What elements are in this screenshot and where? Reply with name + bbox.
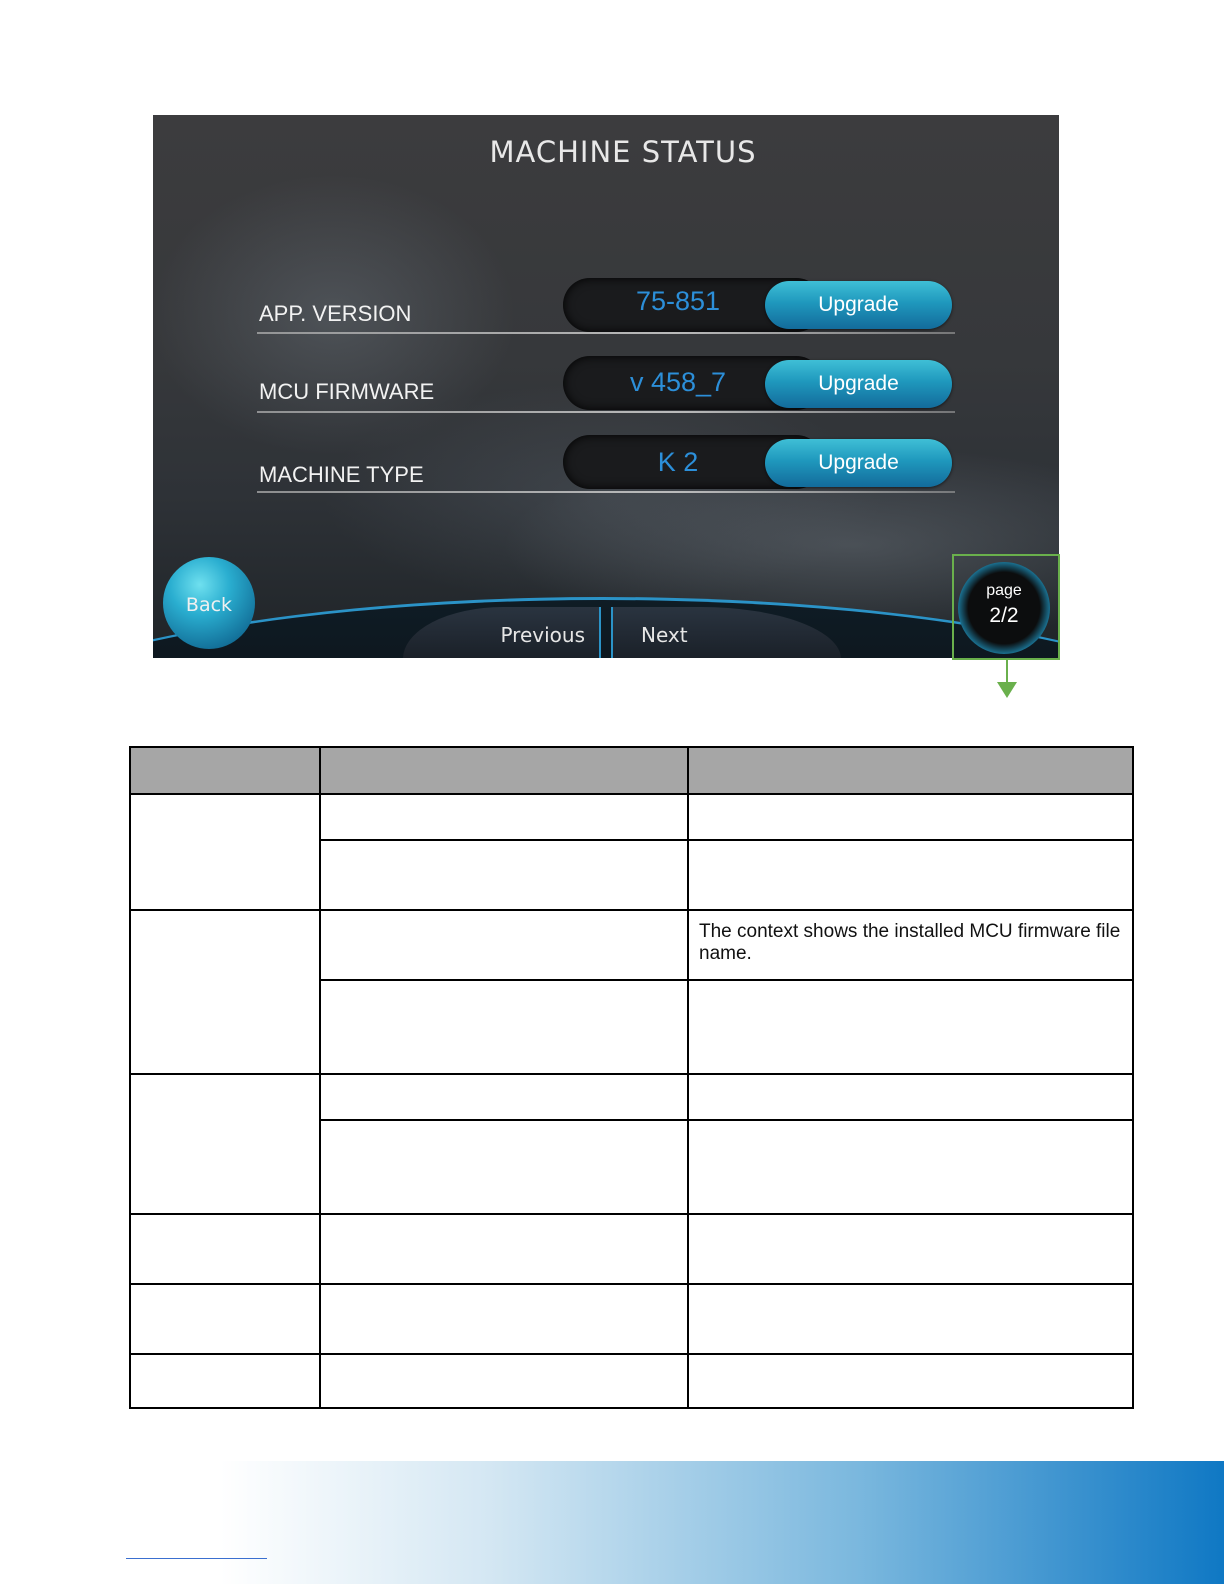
bottom-nav-arc bbox=[153, 597, 1059, 658]
table-cell bbox=[320, 980, 688, 1074]
table-header-cell bbox=[130, 747, 320, 794]
table-cell bbox=[688, 840, 1133, 910]
table-row bbox=[130, 1214, 1133, 1284]
table-cell bbox=[130, 1284, 320, 1354]
table-cell bbox=[320, 840, 688, 910]
table-cell bbox=[130, 910, 320, 1074]
machine-type-upgrade-button[interactable]: Upgrade bbox=[765, 439, 952, 487]
previous-button[interactable]: Previous bbox=[403, 607, 601, 658]
description-table bbox=[129, 746, 1134, 1409]
table-row bbox=[130, 1354, 1133, 1408]
table-cell bbox=[320, 1074, 688, 1120]
page-number: 2/2 bbox=[989, 604, 1019, 627]
machine-status-screen bbox=[153, 115, 1059, 658]
table-cell bbox=[130, 1354, 320, 1408]
table-cell bbox=[688, 980, 1133, 1074]
table-row bbox=[130, 794, 1133, 840]
table-cell bbox=[320, 1120, 688, 1214]
table-cell bbox=[688, 794, 1133, 840]
table-row bbox=[130, 1074, 1133, 1120]
table-cell bbox=[688, 1120, 1133, 1214]
callout-arrow-down-icon bbox=[997, 682, 1017, 698]
table-header-cell bbox=[688, 747, 1133, 794]
app-version-label: APP. VERSION bbox=[259, 301, 412, 326]
footer-gradient-band bbox=[0, 1461, 1224, 1584]
table-cell bbox=[320, 1214, 688, 1284]
mcu-firmware-value: v 458_7 bbox=[629, 367, 727, 397]
back-button[interactable]: Back bbox=[163, 557, 255, 649]
mcu-firmware-label: MCU FIRMWARE bbox=[259, 379, 435, 404]
machine-type-value: K 2 bbox=[657, 447, 699, 477]
table-header-cell bbox=[320, 747, 688, 794]
table-cell bbox=[320, 794, 688, 840]
row-divider bbox=[257, 332, 955, 334]
row-divider bbox=[257, 491, 955, 493]
table-cell bbox=[320, 1284, 688, 1354]
app-version-value: 75-851 bbox=[635, 286, 721, 316]
next-button[interactable]: Next bbox=[611, 607, 841, 658]
screen-title: MACHINE STATUS bbox=[489, 135, 757, 169]
table-cell bbox=[320, 910, 688, 980]
table-row bbox=[130, 910, 1133, 980]
row-divider bbox=[257, 411, 955, 413]
table-cell bbox=[130, 794, 320, 910]
page-word: page bbox=[986, 582, 1022, 599]
footer-link-underline[interactable] bbox=[126, 1558, 267, 1559]
mcu-description-cell: The context shows the installed MCU firmware file name. bbox=[688, 910, 1133, 980]
table-cell bbox=[688, 1074, 1133, 1120]
table-cell bbox=[130, 1214, 320, 1284]
table-cell bbox=[320, 1354, 688, 1408]
machine-type-label: MACHINE TYPE bbox=[259, 462, 424, 487]
app-version-upgrade-button[interactable]: Upgrade bbox=[765, 281, 952, 329]
table-cell bbox=[688, 1214, 1133, 1284]
page-indicator-highlight bbox=[952, 554, 1060, 660]
table-cell bbox=[688, 1284, 1133, 1354]
table-row bbox=[130, 1284, 1133, 1354]
table-cell bbox=[130, 1074, 320, 1214]
mcu-firmware-upgrade-button[interactable]: Upgrade bbox=[765, 360, 952, 408]
table-header-row bbox=[130, 747, 1133, 794]
table-cell bbox=[688, 1354, 1133, 1408]
